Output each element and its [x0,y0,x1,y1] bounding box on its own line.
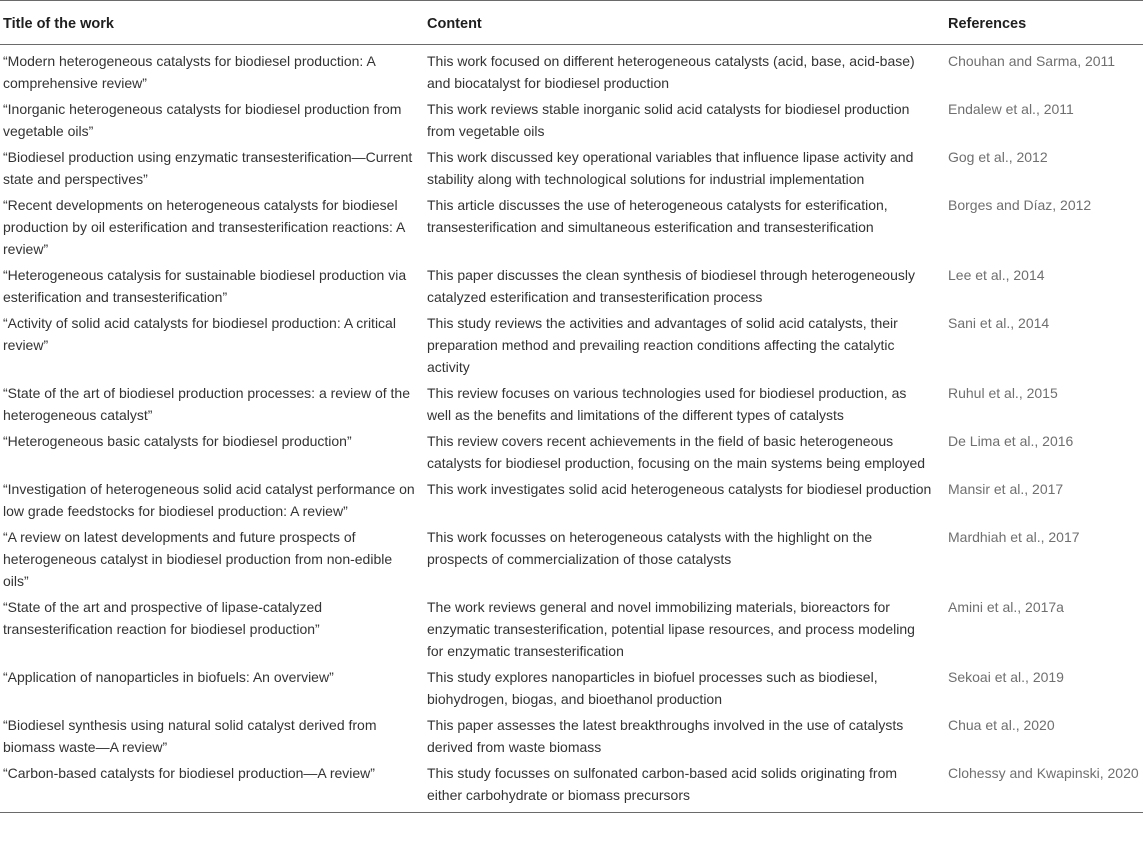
row-title: “State of the art of biodiesel production processes: a review of the heterogeneous catalyst” [3,385,411,423]
row-content: This paper discusses the clean synthesis of biodiesel through heterogeneously catalyzed esterification and transesterification process [427,267,915,305]
row-title: “Inorganic heterogeneous catalysts for biodiesel production from vegetable oils” [3,101,402,139]
header-references: References [942,1,1143,45]
table-row [0,712,1143,760]
row-content: This article discusses the use of heterogeneous catalysts for esterification, transesterification and simultaneous esterification and transesterification [427,197,888,235]
row-reference: Clohessy and Kwapinski, 2020 [948,765,1139,781]
row-title: “Heterogeneous basic catalysts for biodiesel production” [3,433,352,449]
row-reference: Endalew et al., 2011 [948,101,1074,117]
row-title: “Biodiesel synthesis using natural solid catalyst derived from biomass waste—A review” [3,717,377,755]
row-reference: Gog et al., 2012 [948,149,1048,165]
row-content: The work reviews general and novel immobilizing materials, bioreactors for enzymatic transesterification, potential lipase resources, and process modeling for enzymatic transesterification [427,599,915,659]
row-title: “Investigation of heterogeneous solid acid catalyst performance on low grade feedstocks for biodiesel production: A review” [3,481,415,519]
table-row [0,96,1143,144]
row-reference: Sani et al., 2014 [948,315,1050,331]
table-row [0,45,1143,97]
table-header [0,1,1143,45]
header-title-of-work: Title of the work [0,1,421,45]
row-content: This paper assesses the latest breakthroughs involved in the use of catalysts derived from waste biomass [427,717,904,755]
table-row [0,192,1143,262]
row-content: This study focusses on sulfonated carbon-based acid solids originating from either carbohydrate or biomass precursors [427,765,898,803]
row-reference: Amini et al., 2017a [948,599,1064,615]
table-row [0,524,1143,594]
row-title: “Application of nanoparticles in biofuels: An overview” [3,669,334,685]
table-row [0,760,1143,813]
row-title: “Activity of solid acid catalysts for biodiesel production: A critical review” [3,315,396,353]
row-reference: Mansir et al., 2017 [948,481,1064,497]
row-content: This review focuses on various technologies used for biodiesel production, as well as the benefits and limitations of the different types of catalysts [427,385,907,423]
table-row [0,262,1143,310]
row-title: “Recent developments on heterogeneous catalysts for biodiesel production by oil esterification and transesterification reactions: A review” [3,197,405,257]
row-content: This review covers recent achievements in the field of basic heterogeneous catalysts for biodiesel production, focusing on the main systems being employed [427,433,926,471]
row-content: This work focused on different heterogeneous catalysts (acid, base, acid-base) and biocatalyst for biodiesel production [427,53,915,91]
row-reference: Chua et al., 2020 [948,717,1055,733]
table-row [0,476,1143,524]
table-row [0,428,1143,476]
row-title: “Heterogeneous catalysis for sustainable biodiesel production via esterification and transesterification” [3,267,407,305]
row-content: This study explores nanoparticles in biofuel processes such as biodiesel, biohydrogen, biogas, and bioethanol production [427,669,878,707]
row-reference: Mardhiah et al., 2017 [948,529,1080,545]
row-title: “Modern heterogeneous catalysts for biodiesel production: A comprehensive review” [3,53,376,91]
row-title: “State of the art and prospective of lipase-catalyzed transesterification reaction for biodiesel production” [3,599,323,637]
row-content: This work reviews stable inorganic solid acid catalysts for biodiesel production from vegetable oils [427,101,910,139]
row-reference: Borges and Díaz, 2012 [948,197,1092,213]
table-row [0,310,1143,380]
table-row [0,664,1143,712]
row-content: This work discussed key operational variables that influence lipase activity and stability along with technological solutions for industrial implementation [427,149,914,187]
row-title: “A review on latest developments and future prospects of heterogeneous catalyst in biodiesel production from non-edible oils” [3,529,393,589]
row-content: This study reviews the activities and advantages of solid acid catalysts, their preparation method and prevailing reaction conditions affecting the catalytic activity [427,315,898,375]
row-title: “Carbon-based catalysts for biodiesel production—A review” [3,765,375,781]
row-content: This work investigates solid acid heterogeneous catalysts for biodiesel production [427,481,932,497]
table-body [0,45,1143,813]
header-row [0,1,1143,45]
row-reference: Sekoai et al., 2019 [948,669,1064,685]
row-reference: Ruhul et al., 2015 [948,385,1058,401]
table-row [0,144,1143,192]
table-row [0,594,1143,664]
table-row [0,380,1143,428]
row-title: “Biodiesel production using enzymatic transesterification—Current state and perspectives” [3,149,413,187]
header-content: Content [421,1,942,45]
row-reference: De Lima et al., 2016 [948,433,1074,449]
row-reference: Lee et al., 2014 [948,267,1045,283]
row-content: This work focusses on heterogeneous catalysts with the highlight on the prospects of commercialization of those catalysts [427,529,873,567]
row-reference: Chouhan and Sarma, 2011 [948,53,1116,69]
